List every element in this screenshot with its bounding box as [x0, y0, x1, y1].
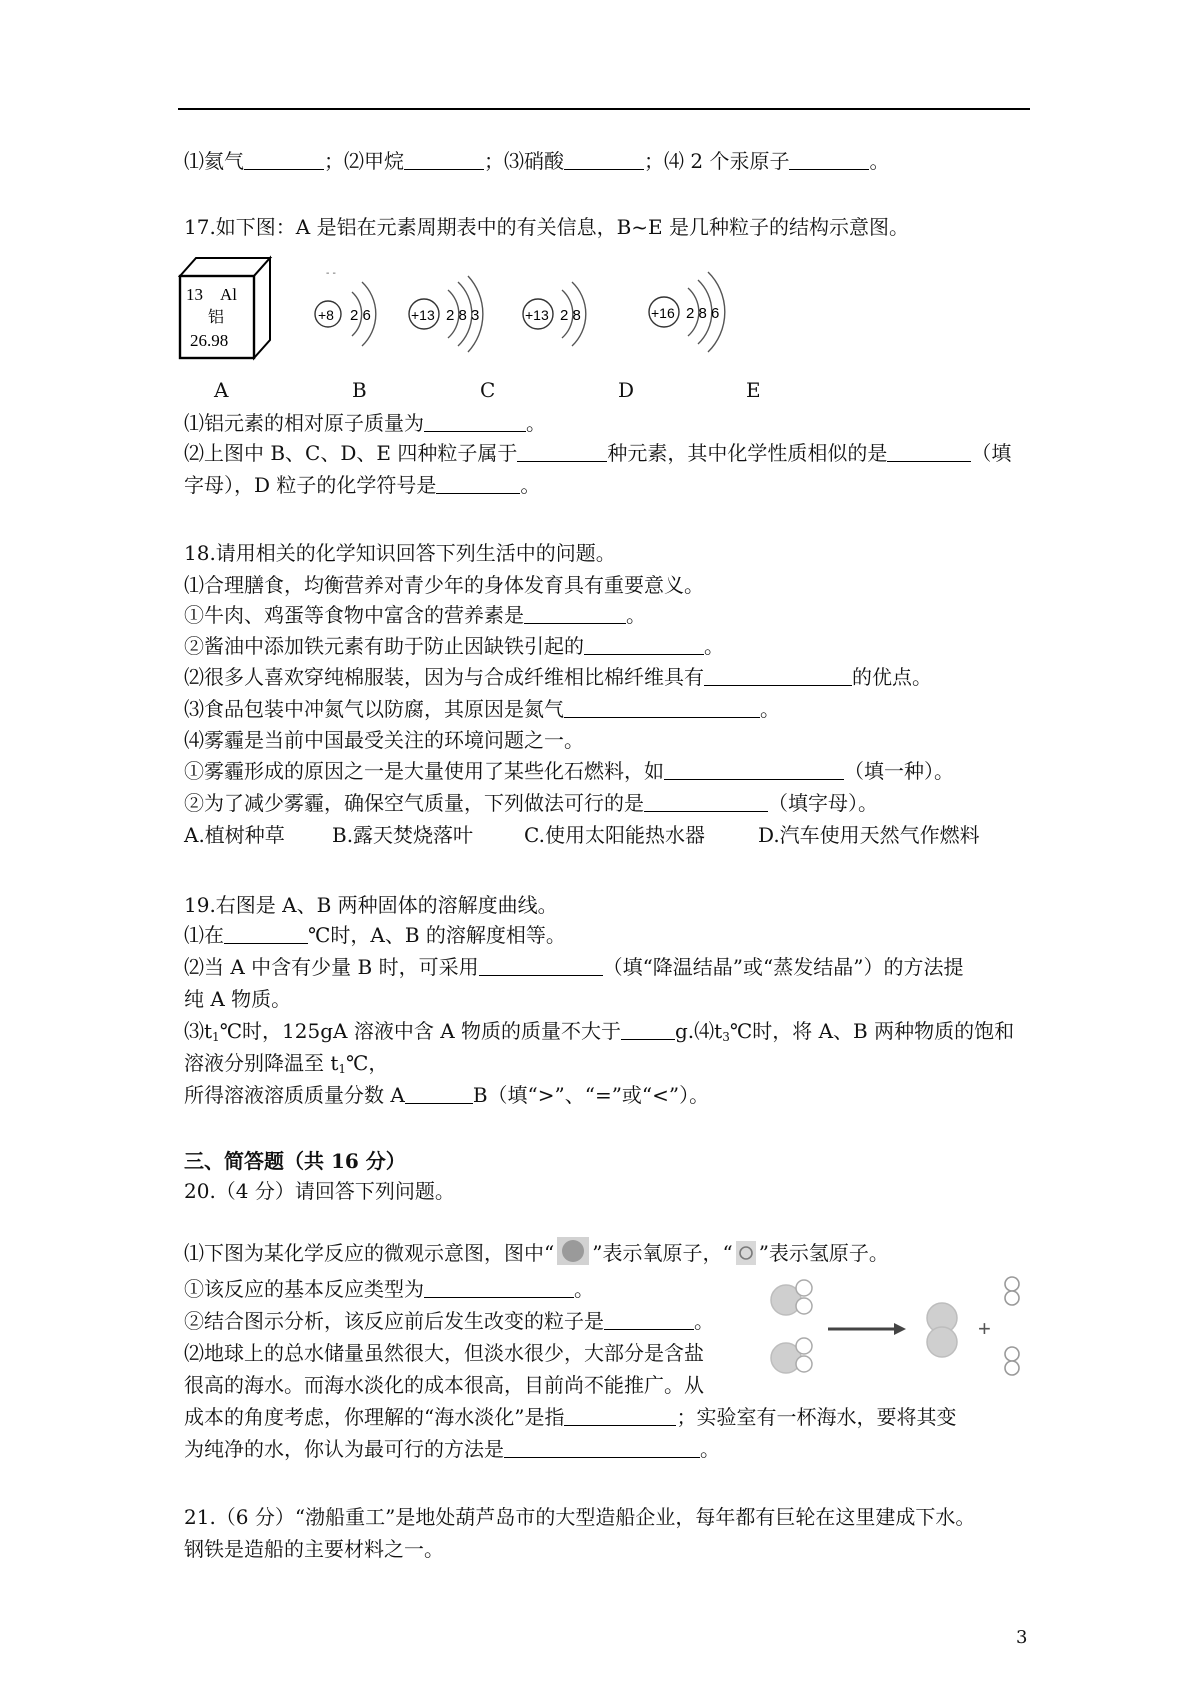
q16-line: ⑴氦气 ；⑵甲烷 ；⑶硝酸 ；⑷ 2 个汞原子 。: [184, 149, 890, 173]
q17-stem: 17.如下图：A 是铝在元素周期表中的有关信息，B~E 是几种粒子的结构示意图。: [184, 215, 910, 239]
q18-l7: ①雾霾形成的原因之一是大量使用了某些化石燃料，如 （填一种）。: [184, 759, 954, 783]
q20-l2: ①该反应的基本反应类型为 。: [184, 1277, 594, 1301]
q20-l6: 成本的角度考虑，你理解的“海水淡化”是指 ；实验室有一杯海水，要将其变: [184, 1405, 957, 1429]
q19-l4: $⑶t_1℃$时，125gA 溶液中含 A 物质的质量不大于 $g.⑷t_3℃$时，将 A、B 两种物质的饱和: [184, 1019, 1015, 1044]
q18-l6: ⑷雾霾是当前中国最受关注的环境问题之一。: [184, 728, 584, 752]
svg-text:2 8: 2 8: [560, 307, 581, 324]
page-number: 3: [1016, 1627, 1028, 1648]
q17-sub2-cont: 字母），D 粒子的化学符号是 。: [184, 473, 541, 497]
plus-sign: +: [978, 1316, 991, 1341]
hydrogen-atom-icon: [735, 1240, 757, 1266]
answer-blank[interactable]: [621, 1019, 675, 1040]
answer-blank[interactable]: [424, 411, 526, 432]
q19-l2: ⑵当 A 中含有少量 B 时，可采用 （填“降温结晶”或“蒸发结晶”）的方法提: [184, 955, 964, 979]
svg-text:+13: +13: [525, 307, 549, 323]
svg-text:+16: +16: [651, 305, 675, 321]
reaction-diagram: [766, 1272, 1030, 1386]
answer-blank[interactable]: [524, 603, 626, 624]
q19-l6: 所得溶液溶质质量分数 A B（填“>”、“=”或“<”）。: [184, 1083, 710, 1107]
answer-blank[interactable]: [664, 759, 844, 780]
q20-l3: ②结合图示分析，该反应前后发生改变的粒子是 。: [184, 1309, 714, 1333]
oxygen-molecule-icon: [927, 1303, 957, 1357]
answer-blank[interactable]: [224, 923, 308, 944]
water-molecule-icon: [771, 1280, 812, 1315]
option-b[interactable]: B.露天焚烧落叶: [332, 823, 474, 847]
label-b: B: [352, 378, 367, 402]
section-3-title: 三、简答题（共 16 分）: [184, 1149, 406, 1173]
answer-blank[interactable]: [244, 149, 324, 170]
q17-sub1: ⑴铝元素的相对原子质量为 。: [184, 411, 546, 435]
q18-l3: ②酱油中添加铁元素有助于防止因缺铁引起的 。: [184, 634, 724, 658]
q18-l4: ⑵很多人喜欢穿纯棉服装，因为与合成纤维相比棉纤维具有 的优点。: [184, 665, 932, 689]
answer-blank[interactable]: [887, 441, 971, 462]
q20-l5: 很高的海水。而海水淡化的成本很高，目前尚不能推广。从: [184, 1373, 704, 1397]
header-rule: [178, 108, 1030, 110]
q19-l5: 溶液分别降温至 $t_1℃$，: [184, 1051, 389, 1076]
reaction-arrow-icon: [828, 1323, 906, 1335]
svg-text:2 6: 2 6: [350, 307, 371, 324]
atom-diagram-e: [649, 272, 725, 352]
q16-part4: ；⑷ 2 个汞原子: [644, 149, 790, 173]
svg-text:2 8 6: 2 8 6: [686, 305, 720, 322]
answer-blank[interactable]: [789, 149, 869, 170]
svg-text:+8: +8: [318, 307, 334, 323]
q21-l1: 21.（6 分）“渤船重工”是地处葫芦岛市的大型造船企业，每年都有巨轮在这里建成下水。: [184, 1505, 976, 1529]
structure-diagrams: [178, 254, 738, 364]
label-c: C: [480, 378, 496, 402]
water-molecule-icon: [771, 1338, 812, 1373]
atomic-number: 13: [186, 285, 203, 304]
q18-l5: ⑶食品包装中冲氮气以防腐，其原因是氮气 。: [184, 697, 780, 721]
atom-diagram-b: [315, 268, 376, 346]
answer-blank[interactable]: [405, 1083, 473, 1104]
element-name: 铝: [208, 307, 225, 326]
answer-blank[interactable]: [564, 149, 644, 170]
q16-part1: ⑴氦气: [184, 149, 244, 173]
answer-blank[interactable]: [517, 441, 607, 462]
atom-diagram-d: [523, 282, 586, 346]
q18-l2: ①牛肉、鸡蛋等食物中富含的营养素是 。: [184, 603, 646, 627]
answer-blank[interactable]: [504, 1437, 700, 1458]
q16-part2: ；⑵甲烷: [324, 149, 404, 173]
q19-l1: ⑴在 ℃时，A、B 的溶解度相等。: [184, 923, 566, 947]
periodic-cell-al: [180, 258, 270, 358]
oxygen-atom-icon: [556, 1236, 590, 1266]
answer-blank[interactable]: [404, 149, 484, 170]
svg-text:+13: +13: [411, 307, 435, 323]
hydrogen-molecule-icon: [1005, 1347, 1019, 1375]
answer-blank[interactable]: [436, 473, 520, 494]
answer-blank[interactable]: [564, 1405, 676, 1426]
q19-stem: 19.右图是 A、B 两种固体的溶解度曲线。: [184, 893, 558, 917]
label-d: D: [618, 378, 635, 402]
atom-diagram-c: [409, 276, 483, 352]
option-d[interactable]: D.汽车使用天然气作燃料: [758, 823, 980, 847]
q20-stem: 20.（4 分）请回答下列问题。: [184, 1179, 455, 1203]
q16-part3: ；⑶硝酸: [484, 149, 564, 173]
answer-blank[interactable]: [424, 1277, 574, 1298]
label-e: E: [746, 378, 761, 402]
answer-blank[interactable]: [604, 1309, 694, 1330]
svg-text:2 8 3: 2 8 3: [446, 307, 480, 324]
q18-stem: 18.请用相关的化学知识回答下列生活中的问题。: [184, 541, 616, 565]
hydrogen-molecule-icon: [1005, 1277, 1019, 1305]
answer-blank[interactable]: [564, 697, 760, 718]
q20-l7: 为纯净的水，你认为最可行的方法是 。: [184, 1437, 720, 1461]
svg-text:- -: - -: [326, 268, 336, 279]
element-symbol: Al: [220, 285, 237, 304]
q17-sub2: ⑵上图中 B、C、D、E 四种粒子属于 种元素，其中化学性质相似的是 （填: [184, 441, 1012, 465]
q21-l2: 钢铁是造船的主要材料之一。: [184, 1537, 444, 1561]
option-a[interactable]: A.植树种草: [184, 823, 285, 847]
answer-blank[interactable]: [704, 665, 852, 686]
label-a: A: [214, 378, 229, 402]
q20-l4: ⑵地球上的总水储量虽然很大，但淡水很少，大部分是含盐: [184, 1341, 704, 1365]
q19-l3: 纯 A 物质。: [184, 987, 292, 1011]
q20-l1: ⑴下图为某化学反应的微观示意图，图中“ ”表示氧原子，“ ”表示氢原子。: [184, 1236, 889, 1266]
answer-blank[interactable]: [584, 634, 704, 655]
q18-l8: ②为了减少雾霾，确保空气质量，下列做法可行的是 （填字母）。: [184, 791, 878, 815]
answer-blank[interactable]: [644, 791, 768, 812]
atomic-mass: 26.98: [190, 331, 229, 350]
q18-l1: ⑴合理膳食，均衡营养对青少年的身体发育具有重要意义。: [184, 573, 704, 597]
answer-blank[interactable]: [479, 955, 603, 976]
option-c[interactable]: C.使用太阳能热水器: [524, 823, 705, 847]
